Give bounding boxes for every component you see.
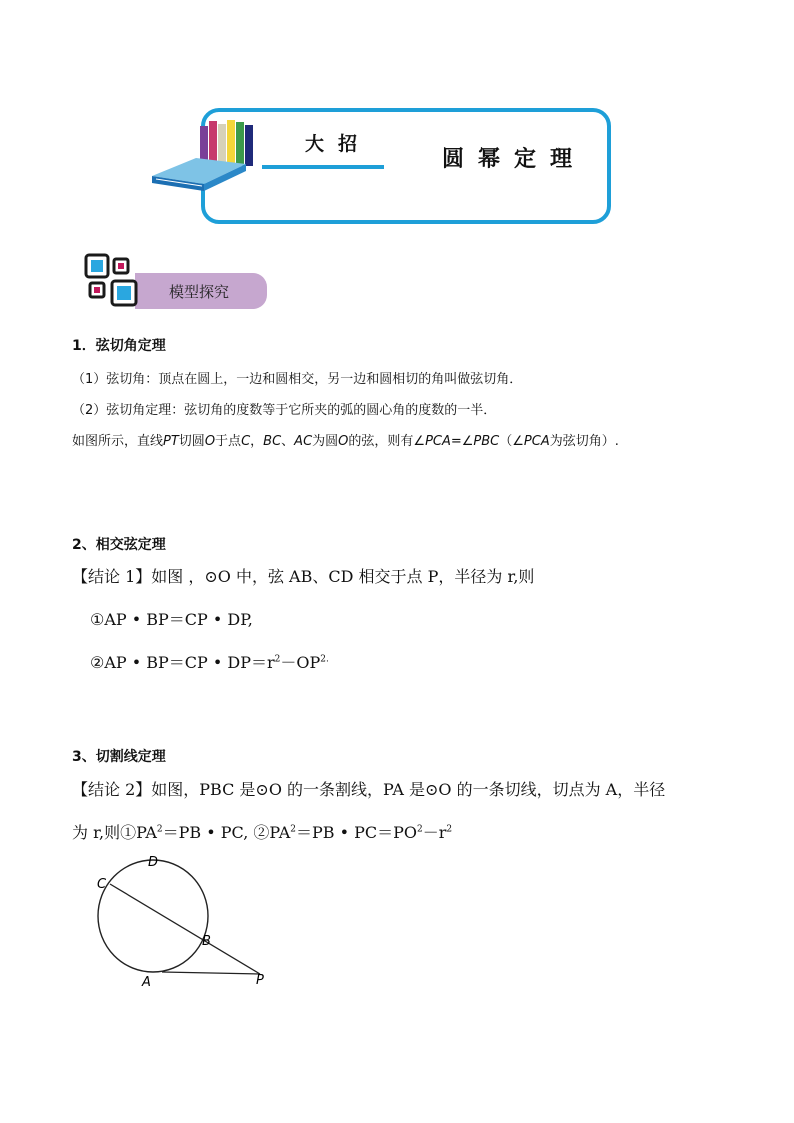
label-b: B	[202, 934, 211, 949]
banner-underline	[262, 165, 384, 169]
circle-o	[98, 860, 208, 972]
books-icon	[148, 118, 273, 193]
section1-para2: （2）弦切角定理：弦切角的度数等于它所夹的弧的圆心角的度数的一半．	[72, 403, 497, 418]
section-tag-label: 模型探究	[169, 283, 230, 301]
puzzle-icon	[84, 253, 140, 309]
formula-1: ①AP • BP＝CP • DP,	[90, 610, 253, 629]
label-c: C	[97, 877, 107, 892]
banner-label: 大招	[305, 133, 372, 155]
section1-para3: 如图所示，直线PT切圆O于点C，BC、AC为圆O的弦，则有∠PCA=∠PBC（∠PCA为弦切角）.	[72, 434, 619, 449]
section1-heading: 1．弦切角定理	[72, 338, 166, 354]
section2-heading: 2、相交弦定理	[72, 537, 166, 553]
tangent-secant-figure	[92, 852, 282, 992]
section3-line2: 为 r,则$①PA^2=PB$ • PC, $②PA^2=PB$ • $PC=PO^2-r^2$	[72, 823, 453, 842]
banner-title: 圆幂定理	[442, 146, 587, 172]
label-p: P	[256, 973, 264, 988]
section3-line1: 【结论 2】如图，PBC 是⊙O 的一条割线，PA 是⊙O 的一条切线，切点为 A，半径	[72, 780, 666, 799]
section2-conclusion: 【结论 1】如图 ，⊙O 中，弦 AB、CD 相交于点 P，半径为 r,则	[72, 567, 535, 586]
tangent-line	[162, 972, 260, 974]
label-a: A	[142, 975, 151, 990]
label-d: D	[148, 855, 159, 870]
secant-line	[110, 884, 260, 974]
section3-heading: 3、切割线定理	[72, 749, 166, 765]
section1-para1: （1）弦切角：顶点在圆上，一边和圆相交，另一边和圆相切的角叫做弦切角．	[72, 372, 523, 387]
formula-2: ②AP • BP＝CP • $DP=r^2-OP^{2.}$	[90, 653, 329, 672]
